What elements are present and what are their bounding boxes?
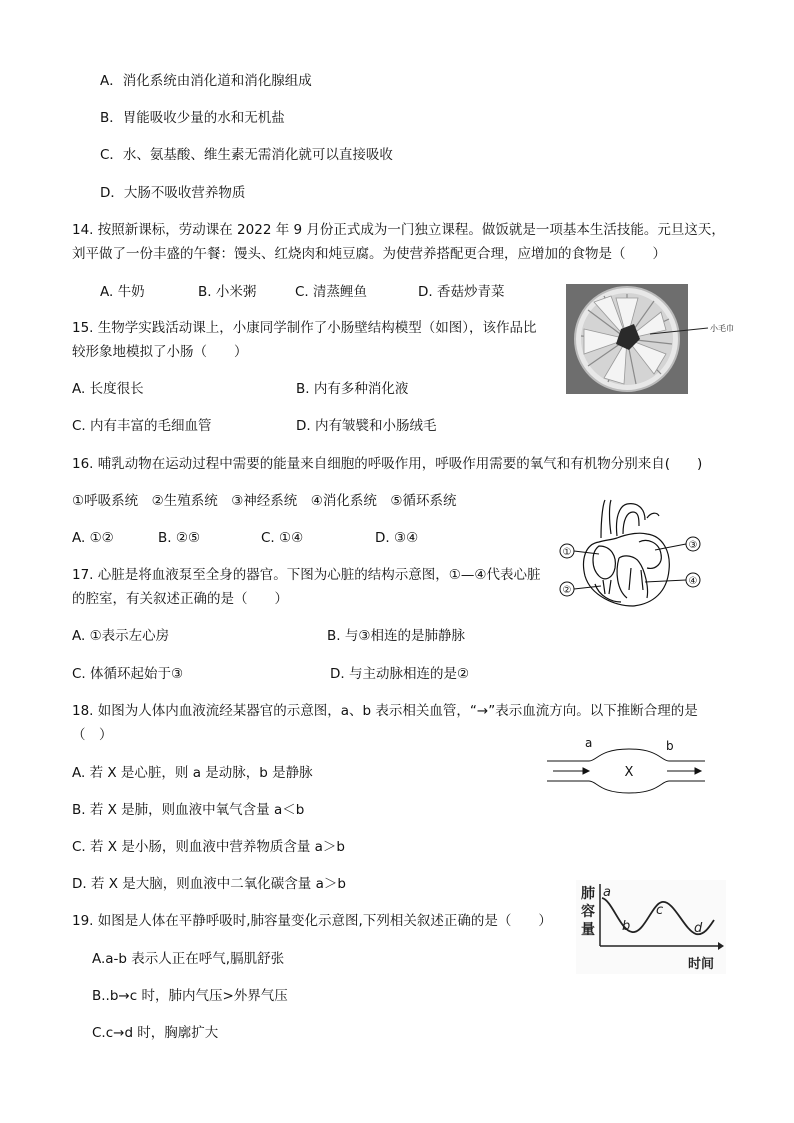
q15-figure-label: 小毛巾 bbox=[710, 324, 734, 333]
q17-option-c: C. 体循环起始于③ bbox=[72, 666, 184, 682]
q17-stem-line1: 17. 心脏是将血液泵至全身的器官。下图为心脏的结构示意图，①—④代表心脏 bbox=[72, 567, 541, 583]
q14-option-a: A. 牛奶 bbox=[100, 284, 145, 300]
q17-option-a: A. ①表示左心房 bbox=[72, 628, 170, 644]
q19-option-a: A.a-b 表示人正在呼气,膈肌舒张 bbox=[92, 951, 285, 967]
q15-stem-line1: 15. 生物学实践活动课上，小康同学制作了小肠壁结构模型（如图），该作品比 bbox=[72, 320, 537, 336]
q16-option-d: D. ③④ bbox=[375, 530, 419, 546]
lung-volume-graph bbox=[576, 880, 726, 974]
q14-stem-line2: 刘平做了一份丰盛的午餐：馒头、红烧肉和炖豆腐。为使营养搭配更合理，应增加的食物是（ ） bbox=[72, 246, 666, 262]
q14-option-d: D. 香菇炒青菜 bbox=[418, 284, 505, 300]
q14-option-b: B. 小米粥 bbox=[198, 284, 257, 300]
y-axis-char-1: 肺 bbox=[581, 886, 595, 902]
q15-option-d: D. 内有皱襞和小肠绒毛 bbox=[296, 418, 437, 434]
q15-option-b: B. 内有多种消化液 bbox=[296, 381, 409, 397]
q14-stem-line1: 14. 按照新课标，劳动课在 2022 年 9 月份正式成为一门独立课程。做饭就是一项基本生活技能。元旦这天， bbox=[72, 222, 725, 238]
q13-option-c: C．水、氨基酸、维生素无需消化就可以直接吸收 bbox=[100, 147, 393, 163]
q16-stem-line1: 16. 哺乳动物在运动过程中需要的能量来自细胞的呼吸作用，呼吸作用需要的氧气和有机物分别来自( ) bbox=[72, 456, 703, 472]
small-intestine-model-figure bbox=[566, 284, 746, 394]
heart-label-4: ④ bbox=[688, 576, 698, 587]
q14-option-c: C. 清蒸鲤鱼 bbox=[295, 284, 368, 300]
q17-stem-line2: 的腔室，有关叙述正确的是（ ） bbox=[72, 591, 288, 607]
q19-option-b: B..b→c 时，肺内气压>外界气压 bbox=[92, 988, 288, 1004]
blood-flow-organ-figure bbox=[545, 733, 707, 803]
q18-option-b: B. 若 X 是肺，则血液中氧气含量 a＜b bbox=[72, 802, 305, 818]
vessel-a-label: a bbox=[585, 736, 593, 750]
point-a-label: a bbox=[603, 885, 611, 900]
y-axis-char-2: 容 bbox=[581, 904, 595, 920]
lung-graph-x-label: 时间 bbox=[688, 957, 715, 972]
q18-option-c: C. 若 X 是小肠，则血液中营养物质含量 a＞b bbox=[72, 839, 345, 855]
q18-option-a: A. 若 X 是心脏，则 a 是动脉，b 是静脉 bbox=[72, 765, 313, 781]
q16-option-c: C. ①④ bbox=[261, 530, 304, 546]
point-c-label: c bbox=[656, 903, 664, 918]
q18-stem-line1: 18. 如图为人体内血液流经某器官的示意图，a、b 表示相关血管，“→”表示血流方向。以下推断合理的是 bbox=[72, 703, 698, 719]
q16-option-b: B. ②⑤ bbox=[158, 530, 201, 546]
heart-structure-figure bbox=[555, 498, 705, 610]
q16-systems: ①呼吸系统 ②生殖系统 ③神经系统 ④消化系统 ⑤循环系统 bbox=[72, 493, 457, 509]
q15-stem-line2: 较形象地模拟了小肠（ ） bbox=[72, 344, 248, 360]
organ-x-label: X bbox=[624, 765, 634, 780]
heart-label-2: ② bbox=[562, 585, 572, 596]
q18-stem-line2: （ ） bbox=[72, 727, 113, 743]
heart-label-1: ① bbox=[562, 547, 572, 558]
q17-option-d: D. 与主动脉相连的是② bbox=[330, 666, 470, 682]
point-b-label: b bbox=[622, 919, 631, 934]
q19-stem-line1: 19. 如图是人体在平静呼吸时,肺容量变化示意图,下列相关叙述正确的是（ ） bbox=[72, 913, 552, 929]
vessel-b-label: b bbox=[666, 739, 674, 753]
q15-option-a: A. 长度很长 bbox=[72, 381, 144, 397]
q18-option-d: D. 若 X 是大脑，则血液中二氧化碳含量 a＞b bbox=[72, 876, 346, 892]
q19-option-c: C.c→d 时，胸廓扩大 bbox=[92, 1025, 219, 1041]
q15-option-c: C. 内有丰富的毛细血管 bbox=[72, 418, 212, 434]
q13-option-a: A．消化系统由消化道和消化腺组成 bbox=[100, 73, 312, 89]
heart-label-3: ③ bbox=[688, 540, 698, 551]
q17-option-b: B. 与③相连的是肺静脉 bbox=[327, 628, 465, 644]
q13-option-b: B．胃能吸收少量的水和无机盐 bbox=[100, 110, 285, 126]
q13-option-d: D．大肠不吸收营养物质 bbox=[100, 185, 246, 201]
y-axis-char-3: 量 bbox=[581, 922, 595, 938]
point-d-label: d bbox=[694, 921, 703, 936]
q16-option-a: A. ①② bbox=[72, 530, 114, 546]
